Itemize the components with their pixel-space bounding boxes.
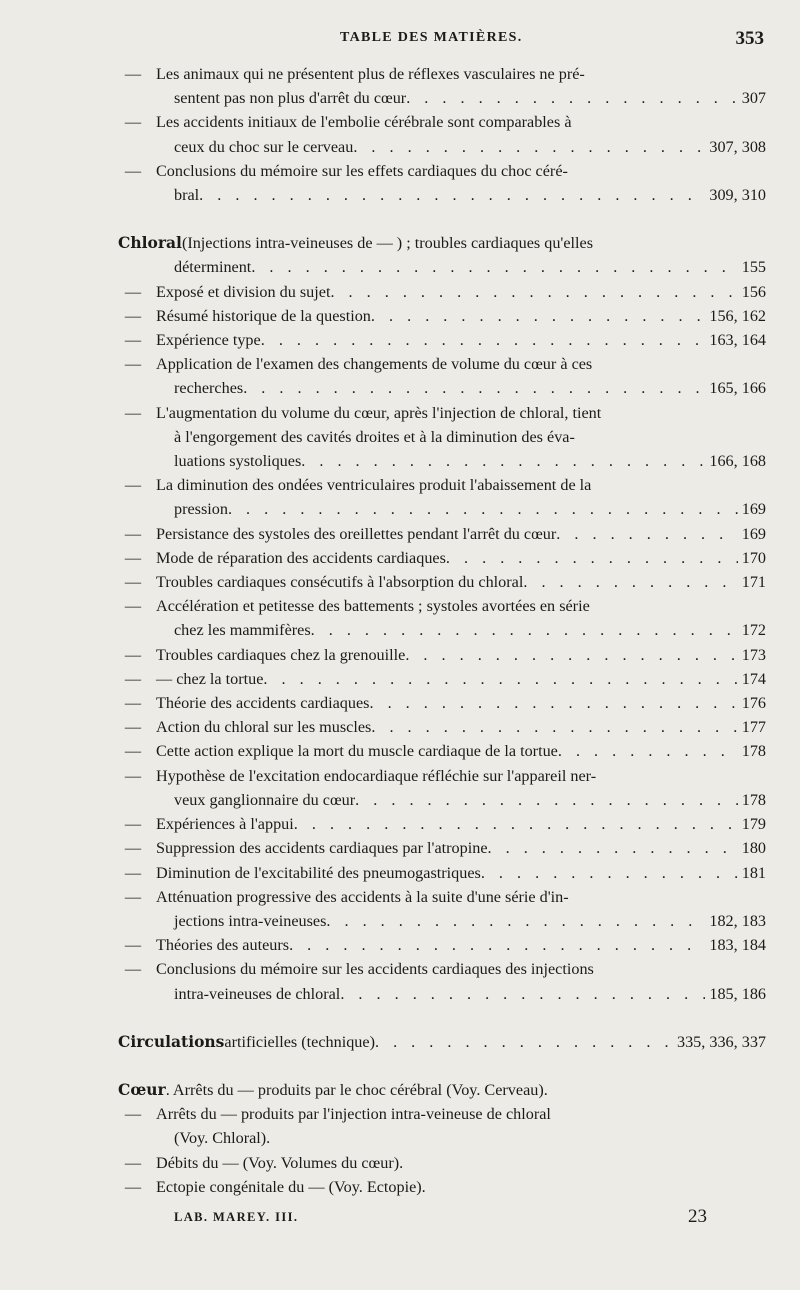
table-of-contents — [118, 62, 766, 1199]
dot-leader — [251, 255, 737, 279]
dot-leader — [228, 497, 738, 521]
entry-dash: — — [124, 960, 142, 979]
toc-text: ceux du choc sur le cerveau — [174, 137, 354, 156]
dot-leader — [261, 328, 706, 352]
dot-leader — [311, 618, 738, 642]
toc-text: . Arrêts du — produits par le choc cérébral (Voy. Cerveau). — [165, 1080, 548, 1099]
toc-line — [118, 1030, 766, 1054]
dot-leader — [406, 86, 738, 110]
toc-entry — [118, 643, 766, 667]
toc-text: Action du chloral sur les muscles — [156, 718, 372, 737]
toc-text: Atténuation progressive des accidents à la suite d'une série d'in- — [156, 887, 569, 906]
toc-line — [118, 497, 766, 521]
toc-line — [118, 473, 766, 497]
dot-leader — [369, 691, 737, 715]
dot-leader — [301, 449, 705, 473]
toc-text: Cette action explique la mort du muscle cardiaque de la tortue — [156, 742, 558, 761]
toc-text: Exposé et division du sujet — [156, 282, 331, 301]
page-reference: 183, 184 — [709, 936, 766, 955]
entry-dash: — — [124, 694, 142, 713]
toc-text: artificielles (technique) — [224, 1032, 375, 1051]
entry-dash: — — [124, 863, 142, 882]
toc-line — [118, 836, 766, 860]
toc-text: Application de l'examen des changements de volume du cœur à ces — [156, 355, 593, 374]
entry-dash: — — [124, 331, 142, 350]
dot-leader — [488, 836, 738, 860]
toc-line — [118, 933, 766, 957]
toc-entry — [118, 473, 766, 521]
toc-text: déterminent — [174, 258, 252, 277]
page-reference: 180 — [741, 839, 766, 858]
entry-dash: — — [124, 573, 142, 592]
page-reference: 307, 308 — [709, 137, 766, 156]
entry-dash: — — [124, 766, 142, 785]
page-reference: 178 — [741, 790, 766, 809]
dot-leader — [523, 570, 737, 594]
toc-line — [118, 546, 766, 570]
page-footer — [0, 1206, 800, 1234]
toc-line — [118, 328, 766, 352]
page-reference: 176 — [741, 694, 766, 713]
page-reference: 177 — [741, 718, 766, 737]
toc-text: jections intra-veineuses — [174, 911, 327, 930]
toc-line — [118, 352, 766, 376]
toc-text: Troubles cardiaques consécutifs à l'absorption du chloral — [156, 573, 524, 592]
footer-label: LAB. MAREY. III. — [174, 1210, 299, 1224]
page-reference: 185, 186 — [709, 984, 766, 1003]
toc-line — [118, 135, 766, 159]
entry-dash: — — [124, 645, 142, 664]
toc-entry — [118, 957, 766, 1005]
entry-dash: — — [124, 936, 142, 955]
page-reference: 165, 166 — [709, 379, 766, 398]
toc-entry — [118, 667, 766, 691]
toc-line — [118, 1151, 766, 1175]
page-reference: 309, 310 — [709, 186, 766, 205]
toc-line — [118, 86, 766, 110]
toc-line — [118, 812, 766, 836]
toc-text: (Voy. Chloral). — [174, 1129, 271, 1148]
entry-dash: — — [124, 669, 142, 688]
toc-line — [118, 1175, 766, 1199]
toc-text: à l'engorgement des cavités droites et à la diminution des éva- — [174, 427, 575, 446]
toc-text: Mode de réparation des accidents cardiaques — [156, 548, 446, 567]
toc-text: Persistance des systoles des oreillettes pendant l'arrêt du cœur — [156, 524, 557, 543]
toc-entry — [118, 110, 766, 158]
toc-entry — [118, 691, 766, 715]
dot-leader — [326, 909, 705, 933]
toc-line — [118, 788, 766, 812]
toc-entry — [118, 594, 766, 642]
toc-text: Théorie des accidents cardiaques — [156, 694, 370, 713]
entry-dash: — — [124, 742, 142, 761]
toc-text: chez les mammifères — [174, 621, 311, 640]
toc-headword-entry — [118, 1078, 766, 1102]
page-reference: 163, 164 — [709, 331, 766, 350]
entry-dash: — — [124, 597, 142, 616]
toc-line — [118, 280, 766, 304]
headword: Chloral — [118, 233, 182, 253]
toc-text: Troubles cardiaques chez la grenouille — [156, 645, 406, 664]
entry-dash: — — [124, 113, 142, 132]
entry-dash: — — [124, 887, 142, 906]
toc-entry — [118, 764, 766, 812]
entry-dash: — — [124, 306, 142, 325]
page-reference: 156 — [741, 282, 766, 301]
page-reference: 169 — [741, 524, 766, 543]
entry-dash: — — [124, 839, 142, 858]
running-title: TABLE DES MATIÈRES. — [340, 30, 523, 45]
page-reference: 181 — [741, 863, 766, 882]
toc-entry — [118, 836, 766, 860]
toc-text: Arrêts du — produits par l'injection intra-veineuse de chloral — [156, 1105, 551, 1124]
signature-mark: 23 — [688, 1206, 707, 1227]
dot-leader — [446, 546, 738, 570]
toc-text: Débits du — (Voy. Volumes du cœur). — [156, 1153, 404, 1172]
dot-leader — [355, 788, 738, 812]
toc-line — [118, 255, 766, 279]
page-reference: 169 — [741, 500, 766, 519]
toc-text: Expérience type — [156, 331, 261, 350]
toc-entry — [118, 1102, 766, 1150]
dot-leader — [405, 643, 737, 667]
entry-dash: — — [124, 65, 142, 83]
toc-text: intra-veineuses de chloral — [174, 984, 341, 1003]
toc-line — [118, 764, 766, 788]
toc-text: sentent pas non plus d'arrêt du cœur — [174, 89, 407, 108]
toc-text: (Injections intra-veineuses de — ) ; troubles cardiaques qu'elles — [181, 234, 594, 253]
toc-line — [118, 594, 766, 618]
dot-leader — [243, 376, 705, 400]
entry-dash: — — [124, 1105, 142, 1124]
entry-dash: — — [124, 815, 142, 834]
toc-entry — [118, 715, 766, 739]
toc-entry — [118, 861, 766, 885]
toc-entry — [118, 1175, 766, 1199]
page-header — [0, 30, 800, 54]
dot-leader — [294, 812, 738, 836]
toc-line — [118, 159, 766, 183]
toc-text: Résumé historique de la question — [156, 306, 371, 325]
toc-headword-entry — [118, 231, 766, 279]
toc-text: luations systoliques — [174, 452, 302, 471]
toc-entry — [118, 522, 766, 546]
page-reference: 156, 162 — [709, 306, 766, 325]
toc-text: Théories des auteurs — [156, 936, 290, 955]
toc-text: Diminution de l'excitabilité des pneumogastriques — [156, 863, 481, 882]
toc-line — [118, 667, 766, 691]
dot-leader — [558, 739, 738, 763]
toc-text: Accélération et petitesse des battements ; systoles avortées en série — [156, 597, 590, 616]
entry-dash: — — [124, 1177, 142, 1196]
toc-line — [118, 376, 766, 400]
headword: Circulations — [118, 1031, 225, 1051]
entry-dash: — — [124, 355, 142, 374]
dot-leader — [556, 522, 737, 546]
entry-dash: — — [124, 282, 142, 301]
page-reference: 178 — [741, 742, 766, 761]
page-reference: 179 — [741, 815, 766, 834]
toc-line — [118, 449, 766, 473]
toc-text: Expériences à l'appui — [156, 815, 294, 834]
toc-entry — [118, 1151, 766, 1175]
toc-line — [118, 715, 766, 739]
toc-line — [118, 957, 766, 981]
toc-text: bral — [174, 186, 200, 205]
entry-dash: — — [124, 403, 142, 422]
toc-entry — [118, 280, 766, 304]
page-reference: 335, 336, 337 — [676, 1032, 766, 1051]
toc-text: — chez la tortue — [156, 669, 264, 688]
page-reference: 182, 183 — [709, 911, 766, 930]
toc-text: pression — [174, 500, 228, 519]
toc-text: La diminution des ondées ventriculaires produit l'abaissement de la — [156, 476, 592, 495]
toc-text: Conclusions du mémoire sur les accidents cardiaques des injections — [156, 960, 594, 979]
page-reference: 174 — [741, 669, 766, 688]
toc-line — [118, 885, 766, 909]
toc-line — [118, 691, 766, 715]
toc-line — [118, 304, 766, 328]
toc-line — [118, 62, 766, 86]
dot-leader — [353, 135, 705, 159]
toc-line — [118, 618, 766, 642]
dot-leader — [481, 861, 738, 885]
dot-leader — [375, 1030, 673, 1054]
toc-line — [118, 570, 766, 594]
dot-leader — [263, 667, 737, 691]
toc-entry — [118, 62, 766, 110]
dot-leader — [340, 982, 705, 1006]
dot-leader — [371, 304, 705, 328]
page-reference: 171 — [741, 573, 766, 592]
dot-leader — [371, 715, 737, 739]
dot-leader — [199, 183, 705, 207]
toc-line — [118, 522, 766, 546]
toc-line — [118, 739, 766, 763]
toc-line — [118, 183, 766, 207]
page-reference: 173 — [741, 645, 766, 664]
toc-headword-entry — [118, 1030, 766, 1054]
toc-entry — [118, 352, 766, 400]
toc-entry — [118, 570, 766, 594]
entry-dash: — — [124, 524, 142, 543]
dot-leader — [330, 280, 737, 304]
toc-text: Les accidents initiaux de l'embolie cérébrale sont comparables à — [156, 113, 572, 132]
toc-text: L'augmentation du volume du cœur, après l'injection de chloral, tient — [156, 403, 602, 422]
toc-entry — [118, 885, 766, 933]
toc-entry — [118, 812, 766, 836]
toc-line — [118, 643, 766, 667]
entry-dash: — — [124, 548, 142, 567]
page-number: 353 — [735, 28, 764, 49]
toc-text: Ectopie congénitale du — (Voy. Ectopie). — [156, 1177, 426, 1196]
entry-dash: — — [124, 1153, 142, 1172]
page-reference: 172 — [741, 621, 766, 640]
toc-entry — [118, 933, 766, 957]
entry-dash: — — [124, 161, 142, 180]
toc-line — [118, 401, 766, 425]
entry-dash: — — [124, 476, 142, 495]
toc-line — [118, 1102, 766, 1126]
toc-line — [118, 425, 766, 449]
toc-entry — [118, 546, 766, 570]
toc-line — [118, 110, 766, 134]
entry-dash: — — [124, 718, 142, 737]
page-reference: 307 — [741, 89, 766, 108]
toc-text: Les animaux qui ne présentent plus de réflexes vasculaires ne pré- — [156, 65, 585, 83]
toc-entry — [118, 159, 766, 207]
toc-text: veux ganglionnaire du cœur — [174, 790, 356, 809]
page-reference: 170 — [741, 548, 766, 567]
toc-text: Suppression des accidents cardiaques par l'atropine — [156, 839, 488, 858]
dot-leader — [289, 933, 705, 957]
page-reference: 155 — [741, 258, 766, 277]
toc-text: Conclusions du mémoire sur les effets cardiaques du choc céré- — [156, 161, 568, 180]
toc-line — [118, 231, 766, 255]
toc-text: Hypothèse de l'excitation endocardiaque réfléchie sur l'appareil ner- — [156, 766, 597, 785]
toc-line — [118, 909, 766, 933]
page-reference: 166, 168 — [709, 452, 766, 471]
toc-entry — [118, 328, 766, 352]
toc-entry — [118, 304, 766, 328]
toc-line — [118, 861, 766, 885]
toc-line — [118, 1126, 766, 1150]
headword: Cœur — [118, 1079, 166, 1099]
toc-line — [118, 982, 766, 1006]
toc-entry — [118, 401, 766, 474]
toc-line — [118, 1078, 766, 1102]
toc-entry — [118, 739, 766, 763]
toc-text: recherches — [174, 379, 244, 398]
